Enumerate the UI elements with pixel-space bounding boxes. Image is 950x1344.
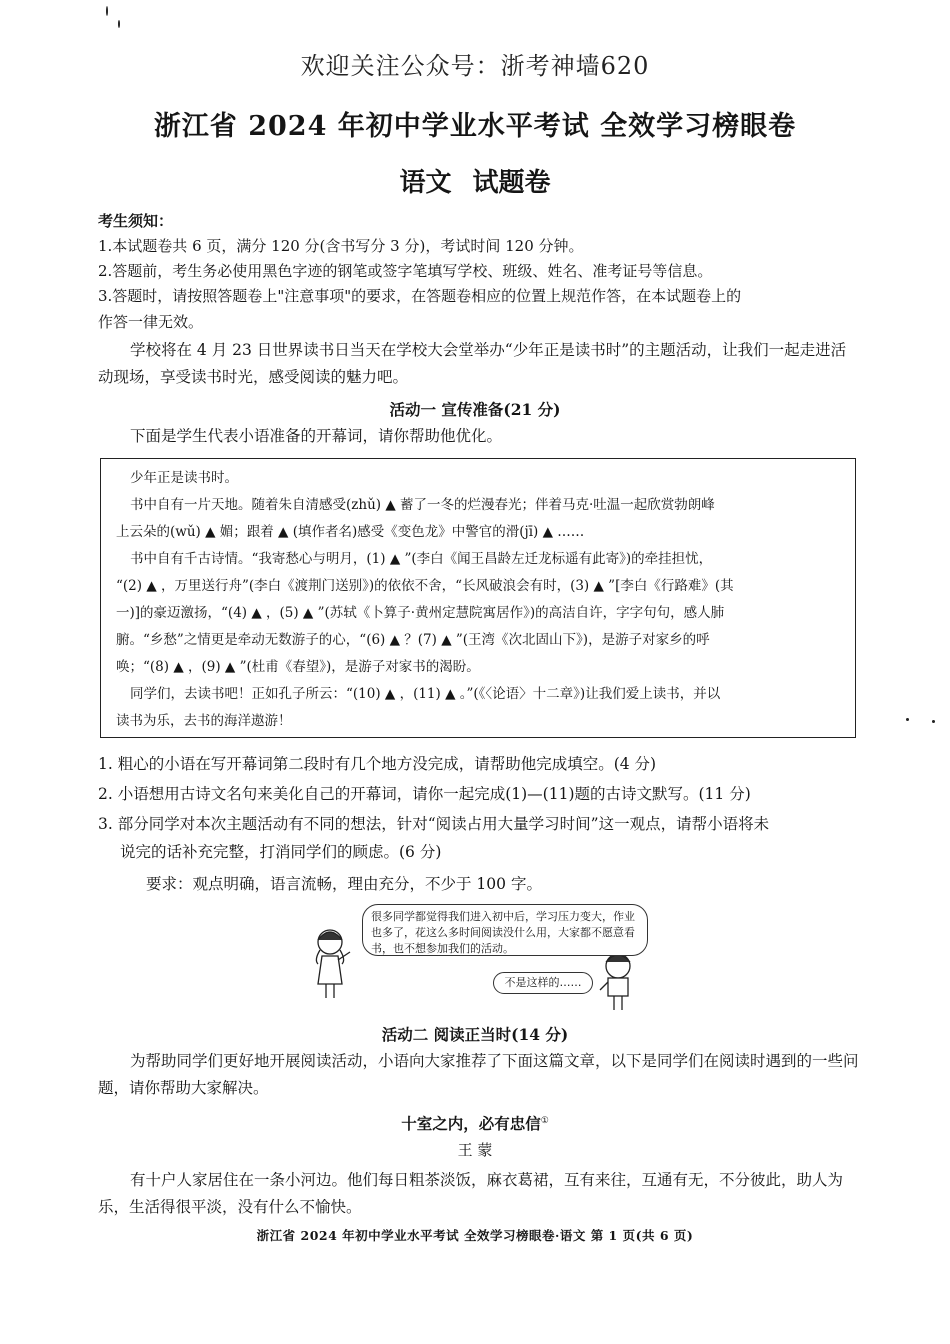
speech-line: 腑。“乡愁”之情更是牵动无数游子的心，“(6) ▲ ？(7) ▲ ”(王湾《次北固山下》)，是游子对家乡的呼: [116, 632, 710, 648]
exam-subtitle: 语文 试题卷: [399, 168, 551, 198]
article-paragraph: 有十户人家居住在一条小河边。他们每日粗茶淡饭，麻衣葛裙，互有来往，互通有无，不分彼此，助人为乐，生活得很平淡，没有什么不愉快。: [98, 1171, 844, 1216]
speech-line: 上云朵的(wǔ) ▲ 媚；跟着 ▲ (填作者名)感受《变色龙》中警官的滑(jī) ▲ ……: [116, 524, 585, 540]
speech-line: 同学们，去读书吧！正如孔子所云：“(10) ▲ ，(11) ▲ 。”(《〈论语〉十二章》)让我们爱上读书，并以: [130, 686, 721, 702]
question-3: 3. 部分同学对本次主题活动有不同的想法，针对“阅读占用大量学习时间”这一观点，请帮小语将未: [98, 815, 770, 833]
page-footer: 浙江省 2024 年初中学业水平考试 全效学习榜眼卷·语文 第 1 页(共 6 页): [256, 1228, 694, 1243]
activity2-intro: 为帮助同学们更好地开展阅读活动，小语向大家推荐了下面这篇文章，以下是同学们在阅读时遇到的一些问题，请你帮助大家解决。: [98, 1052, 859, 1097]
question-1: 1. 粗心的小语在写开幕词第二段时有几个地方没完成，请帮助他完成填空。(4 分): [98, 755, 657, 773]
article-author: 王 蒙: [457, 1141, 493, 1159]
activity1-intro: 下面是学生代表小语准备的开幕词，请你帮助他优化。: [130, 427, 503, 445]
speech-line: 一)]的豪迈激扬，“(4) ▲ ，(5) ▲ ”(苏轼《卜算子·黄州定慧院寓居作》)的高洁自许，字字句句，感人肺: [116, 605, 725, 621]
girl-figure-icon: [316, 930, 350, 998]
boy-figure-icon: [600, 954, 630, 1010]
scan-speck: [906, 718, 909, 721]
intro-paragraph: 学校将在 4 月 23 日世界读书日当天在学校大会堂举办“少年正是读书时”的主题活动，让我们一起走进活动现场，享受读书时光，感受阅读的魅力吧。: [98, 341, 847, 386]
exam-title: 浙江省 2024 年初中学业水平考试 全效学习榜眼卷: [153, 111, 797, 142]
notice-item: 2.答题前，考生务必使用黑色字迹的钢笔或签字笔填写学校、班级、姓名、准考证号等信息。: [98, 262, 713, 280]
scan-speck: [106, 6, 108, 16]
speech-line: 读书为乐，去书的海洋遨游！: [116, 713, 292, 729]
article-title: 十室之内，必有忠信①: [401, 1114, 549, 1133]
activity1-heading: 活动一 宣传准备(21 分): [389, 400, 561, 419]
watermark: 欢迎关注公众号：浙考神墙620: [300, 52, 650, 80]
speech-line: 书中自有一片天地。随着朱自清感受(zhǔ) ▲ 蓄了一冬的烂漫春光；伴着马克·吐温一起欣赏勃朗峰: [130, 497, 715, 513]
requirement: 要求：观点明确，语言流畅，理由充分，不少于 100 字。: [146, 875, 542, 893]
speech-line: “(2) ▲ ，万里送行舟”(李白《渡荆门送别》)的依依不舍，“长风破浪会有时，(3) ▲ ”[李白《行路难》(其: [116, 578, 734, 594]
scan-speck: [118, 20, 120, 28]
opening-speech-text: [116, 465, 844, 735]
question-3-cont: 说完的话补充完整，打消同学们的顾虑。(6 分): [120, 843, 442, 861]
speech-line: 唤；“(8) ▲ ，(9) ▲ ”(杜甫《春望》)，是游子对家书的渴盼。: [116, 659, 480, 675]
scan-speck: [932, 720, 935, 723]
speech-line: 书中自有千古诗情。“我寄愁心与明月，(1) ▲ ”(李白《闻王昌龄左迁龙标遥有此寄》)的牵挂担忧，: [130, 551, 713, 567]
speech-line: 少年正是读书时。: [130, 470, 238, 486]
speech-bubble-boy: 不是这样的……: [493, 972, 593, 994]
speech-bubble-girl: 很多同学都觉得我们进入初中后，学习压力变大，作业也多了，花这么多时间阅读没什么用，大家都不愿意看书，也不想参加我们的活动。: [362, 904, 648, 956]
footnote-mark: ①: [540, 1115, 549, 1126]
question-2: 2. 小语想用古诗文名句来美化自己的开幕词，请你一起完成(1)—(11)题的古诗文默写。(11 分): [98, 785, 751, 803]
activity2-heading: 活动二 阅读正当时(14 分): [381, 1025, 569, 1044]
notice-item: 作答一律无效。: [98, 313, 204, 331]
notice-heading: 考生须知：: [98, 212, 174, 230]
notice-item: 3.答题时，请按照答题卷上"注意事项"的要求，在答题卷相应的位置上规范作答，在本试题卷上的: [98, 287, 742, 305]
notice-item: 1.本试题卷共 6 页，满分 120 分(含书写分 3 分)，考试时间 120 分钟。: [98, 237, 584, 255]
